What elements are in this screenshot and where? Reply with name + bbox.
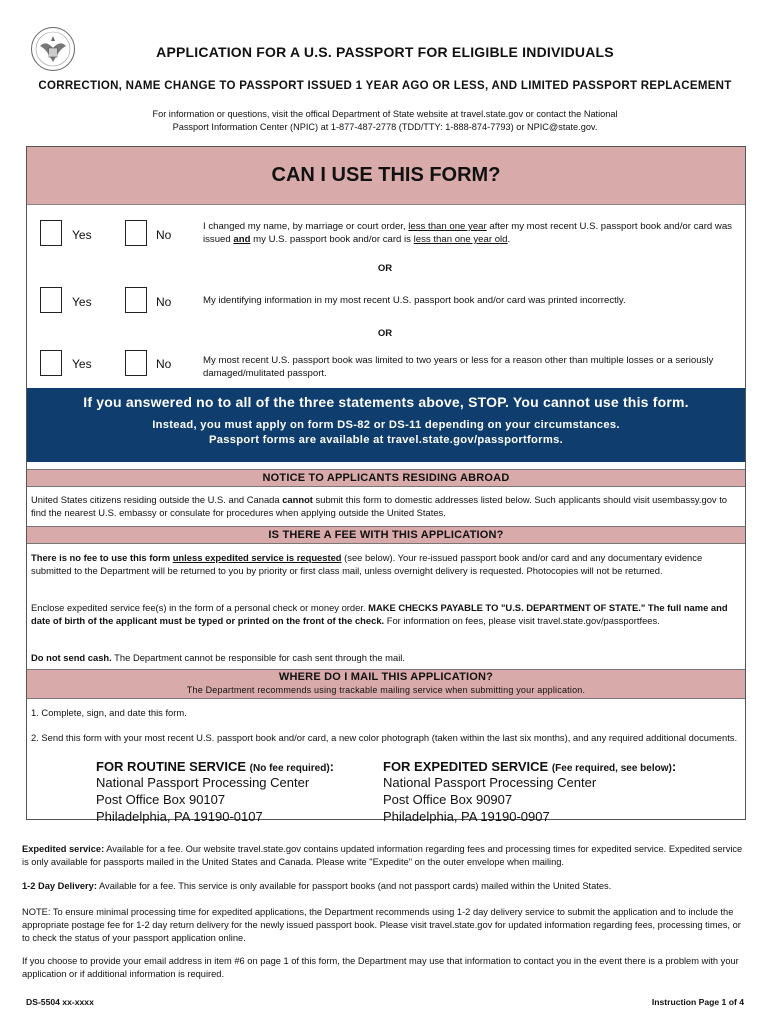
address-line: Philadelphia, PA 19190-0107 [96, 809, 263, 824]
contact-info-line: Passport Information Center (NPIC) at 1-877-487-2778 (TDD/TTY: 1-888-874-7793) or NPIC@state.gov. [172, 121, 598, 132]
abroad-heading: NOTICE TO APPLICANTS RESIDING ABROAD [27, 469, 745, 487]
fee-text-part: For information on fees, please visit travel.state.gov/passportfees. [384, 615, 660, 626]
q1-no-checkbox[interactable] [125, 220, 147, 246]
no-label: No [156, 295, 172, 309]
page-number: Instruction Page 1 of 4 [651, 997, 744, 1007]
statement-emphasis: and [233, 234, 251, 245]
fee-text-part: The Department cannot be responsible for cash sent through the mail. [111, 652, 405, 663]
mail-step-1: 1. Complete, sign, and date this form. [31, 707, 187, 718]
statement-printing-error: My identifying information in my most recent U.S. passport book and/or card was printed incorrectly. [203, 295, 626, 306]
eligibility-heading: CAN I USE THIS FORM? [27, 147, 745, 205]
form-id: DS-5504 xx-xxxx [26, 997, 94, 1007]
address-line: National Passport Processing Center [96, 775, 310, 790]
alternative-forms-note: Instead, you must apply on form DS-82 or DS-11 depending on your circumstances. [152, 419, 620, 431]
routine-service-address [96, 759, 376, 825]
fee-text-part: Enclose expedited service fee(s) in the form of a personal check or money order. [31, 602, 369, 613]
fee-paragraph-3 [31, 651, 741, 664]
forms-link-note: Passport forms are available at travel.state.gov/passportforms. [208, 434, 564, 446]
yes-label: Yes [72, 357, 92, 371]
mail-subheading: The Department recommends using trackable mailing service when submitting your application. [186, 685, 586, 695]
fee-text-part: (see below). Your re-issued passport book and/or card and any documentary evidence submitted to the Department will be returned to you by priority or first class mail, unless overnight delivery is requested. Photocopies will not be returned. [31, 552, 703, 576]
no-label: No [156, 228, 172, 242]
q1-yes-checkbox[interactable] [40, 220, 62, 246]
abroad-text-emphasis: cannot [282, 494, 313, 505]
routine-fee-note: (No fee required) [249, 763, 330, 774]
note-text: Available for a fee. This service is only available for passport books (and not passport cards) mailed within the United States. [96, 881, 612, 891]
statement-text: after my most recent U.S. passport book and/or card was issued [203, 221, 732, 245]
fee-text-emphasis: unless expedited service is requested [172, 552, 342, 563]
contact-info [90, 108, 680, 133]
statement-text: I changed my name, by marriage or court order, [203, 221, 409, 232]
or-separator: OR [377, 263, 393, 274]
statement-text: my U.S. passport book and/or card is [250, 234, 414, 245]
stop-message: If you answered no to all of the three statements above, STOP. You cannot use this form. [83, 394, 689, 410]
fee-text-emphasis: Do not send cash. [31, 652, 112, 663]
address-line: National Passport Processing Center [383, 775, 597, 790]
fee-heading: IS THERE A FEE WITH THIS APPLICATION? [27, 526, 745, 544]
statement-emphasis: less than one year old [413, 234, 508, 245]
title-colon: : [671, 759, 677, 774]
q2-no-checkbox[interactable] [125, 287, 147, 313]
mail-heading: WHERE DO I MAIL THIS APPLICATION? [278, 671, 494, 683]
abroad-text-part: submit this form to domestic addresses listed below. Such applicants should visit usembassy.gov to find the nearest U.S. embassy or consulate for procedures when applying outside the United States. [31, 494, 728, 518]
q2-yes-checkbox[interactable] [40, 287, 62, 313]
yes-label: Yes [72, 295, 92, 309]
expedited-title-text: FOR EXPEDITED SERVICE [383, 759, 549, 774]
no-label: No [156, 357, 172, 371]
mail-step-2: 2. Send this form with your most recent U.S. passport book and/or card, a new color photograph (taken within the last six months), and any required additional documents. [31, 732, 738, 743]
note-label: 1-2 Day Delivery: [22, 881, 97, 891]
contact-info-line: For information or questions, visit the offical Department of State website at travel.state.gov or contact the National [152, 109, 618, 119]
form-title: APPLICATION FOR A U.S. PASSPORT FOR ELIGIBLE INDIVIDUALS [156, 44, 614, 60]
note-text: Available for a fee. Our website travel.state.gov contains updated information regarding fees and processing times for expedited service. Expedited service is only available for passports mailed in the United States and Canada. Please write "Expedite" on the outer envelope when mailing. [22, 844, 743, 867]
statement-emphasis: less than one year [408, 221, 487, 232]
yes-label: Yes [72, 228, 92, 242]
routine-service-title [96, 759, 376, 774]
q3-no-checkbox[interactable] [125, 350, 147, 376]
abroad-text [31, 493, 741, 519]
form-subtitle: CORRECTION, NAME CHANGE TO PASSPORT ISSUED 1 YEAR AGO OR LESS, AND LIMITED PASSPORT REPLACEMENT [38, 80, 732, 92]
statement-limited-passport: My most recent U.S. passport book was limited to two years or less for a reason other than multiple losses or a seriously damaged/mulitated passport. [203, 355, 714, 379]
address-line: Post Office Box 90107 [96, 792, 226, 807]
delivery-note [22, 880, 747, 893]
expedited-service-note [22, 843, 747, 869]
fee-text-emphasis: There is no fee to use this form [31, 552, 173, 563]
statement-name-change [203, 220, 743, 246]
fee-text-emphasis: MAKE CHECKS PAYABLE TO "U.S. DEPARTMENT OF STATE." The full name and date of birth of the applicant must be typed or printed on the front of the check. [31, 602, 728, 626]
address-line: Philadelphia, PA 19190-0907 [383, 809, 550, 824]
expedited-fee-note: (Fee required, see below) [551, 763, 672, 774]
title-colon: : [329, 759, 334, 774]
statement-text: . [507, 234, 511, 245]
routine-title-text: FOR ROUTINE SERVICE [96, 759, 247, 774]
note-label: Expedited service: [22, 844, 105, 854]
expedited-service-address [383, 759, 723, 825]
fee-paragraph-2 [31, 601, 741, 627]
email-note: If you choose to provide your email address in item #6 on page 1 of this form, the Department may use that information to contact you in the event there is a problem with your application or if additional information is required. [22, 956, 739, 979]
stop-banner [27, 388, 745, 462]
q3-yes-checkbox[interactable] [40, 350, 62, 376]
or-separator: OR [377, 328, 393, 339]
processing-note: NOTE: To ensure minimal processing time for expedited applications, the Department recommends using 1-2 day delivery service to submit the application and to include the appropriate postage fee for 1-2 day return delivery for the newly issued passport book. Please visit travel.state.gov for updated information regarding fees, processing times, or to check the status of your passport application online. [22, 907, 741, 943]
abroad-text-part: United States citizens residing outside the U.S. and Canada [31, 494, 283, 505]
expedited-service-title [383, 759, 723, 774]
fee-paragraph-1 [31, 551, 741, 577]
mail-heading-bar [27, 669, 745, 699]
address-line: Post Office Box 90907 [383, 792, 513, 807]
